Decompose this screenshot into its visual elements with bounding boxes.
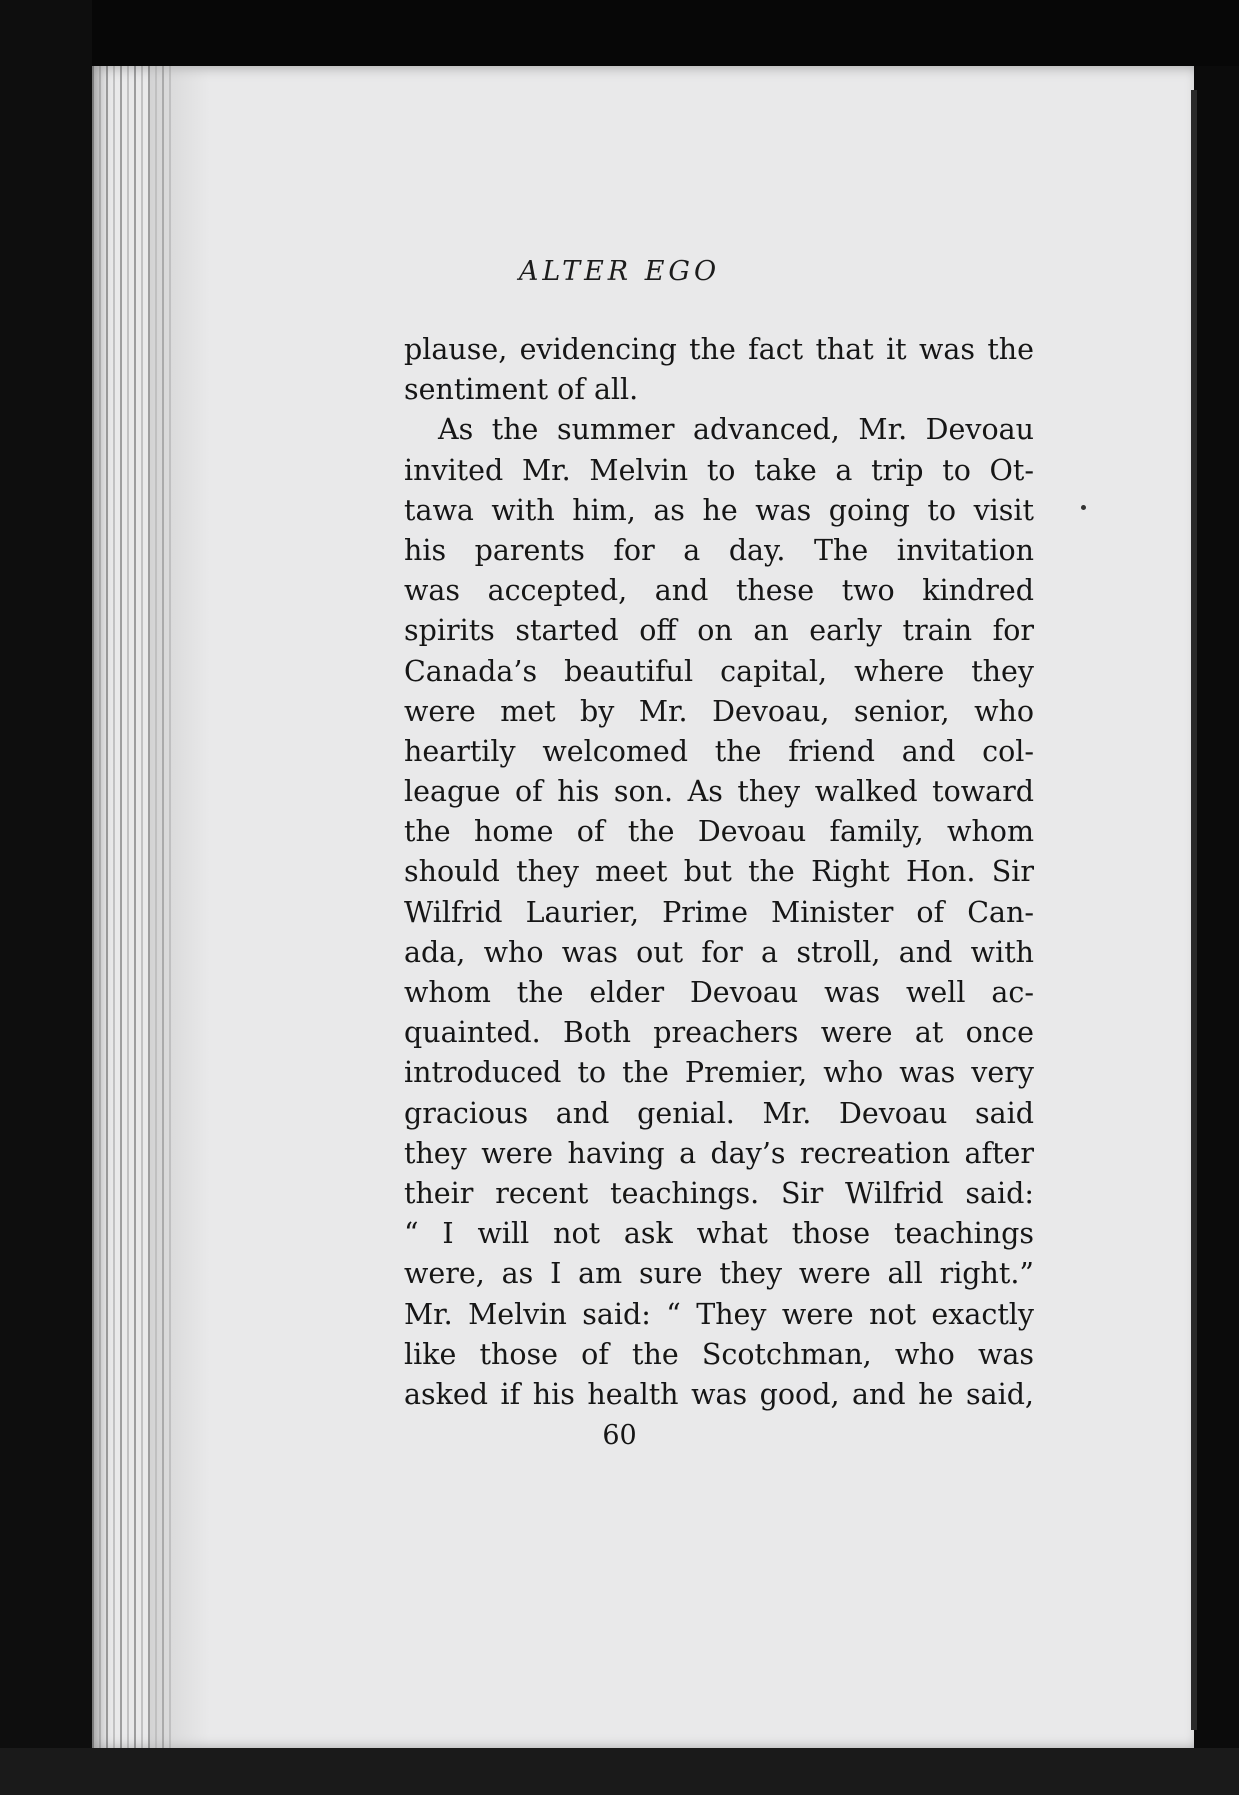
text-line: plause, evidencing the fact that it was the <box>404 333 1034 366</box>
text-line: “ I will not ask what those teachings <box>404 1217 1034 1251</box>
text-line: was accepted, and these two kindred <box>404 574 1034 608</box>
text-line: whom the elder Devoau was well ac- <box>404 976 1034 1009</box>
scan-top-border <box>0 0 1239 68</box>
text-line: invited Mr. Melvin to take a trip to Ot- <box>404 453 1034 487</box>
text-line: his parents for a day. The invitation <box>404 533 1034 567</box>
scan-bottom-border <box>0 1748 1239 1795</box>
next-page-edge <box>1191 90 1197 1730</box>
text-line: sentiment of all. <box>404 373 639 407</box>
text-line: were, as I am sure they were all right.” <box>404 1257 1034 1291</box>
text-line: Wilfrid Laurier, Prime Minister of Can- <box>404 895 1034 929</box>
scan-right-border <box>1194 66 1239 1750</box>
text-line: As the summer advanced, Mr. Devoau <box>438 413 1034 447</box>
text-line: spirits started off on an early train for <box>404 614 1034 648</box>
text-line: heartily welcomed the friend and col- <box>404 734 1034 768</box>
body-text <box>404 330 1034 1415</box>
binding-shadow <box>150 66 210 1750</box>
text-line: Mr. Melvin said: “ They were not exactly <box>404 1297 1034 1331</box>
text-line: asked if his health was good, and he said, <box>404 1377 1034 1411</box>
text-line: quainted. Both preachers were at once <box>404 1016 1034 1050</box>
scan-speck <box>1081 505 1086 510</box>
text-line: ada, who was out for a stroll, and with <box>404 935 1034 969</box>
text-line: gracious and genial. Mr. Devoau said <box>404 1096 1034 1130</box>
text-line: the home of the Devoau family, whom <box>404 815 1034 849</box>
text-line: were met by Mr. Devoau, senior, who <box>404 694 1034 728</box>
text-line: like those of the Scotchman, who was <box>404 1337 1034 1371</box>
page-number: 60 <box>602 1420 637 1451</box>
running-head: ALTER EGO <box>518 256 721 287</box>
text-line: introduced to the Premier, who was very <box>404 1056 1034 1090</box>
text-line: league of his son. As they walked toward <box>404 775 1034 809</box>
text-line: tawa with him, as he was going to visit <box>404 493 1034 527</box>
text-line: Canada’s beautiful capital, where they <box>404 654 1034 688</box>
text-line: they were having a day’s recreation after <box>404 1136 1034 1170</box>
text-line: their recent teachings. Sir Wilfrid said: <box>404 1176 1034 1210</box>
text-line: should they meet but the Right Hon. Sir <box>404 855 1034 889</box>
